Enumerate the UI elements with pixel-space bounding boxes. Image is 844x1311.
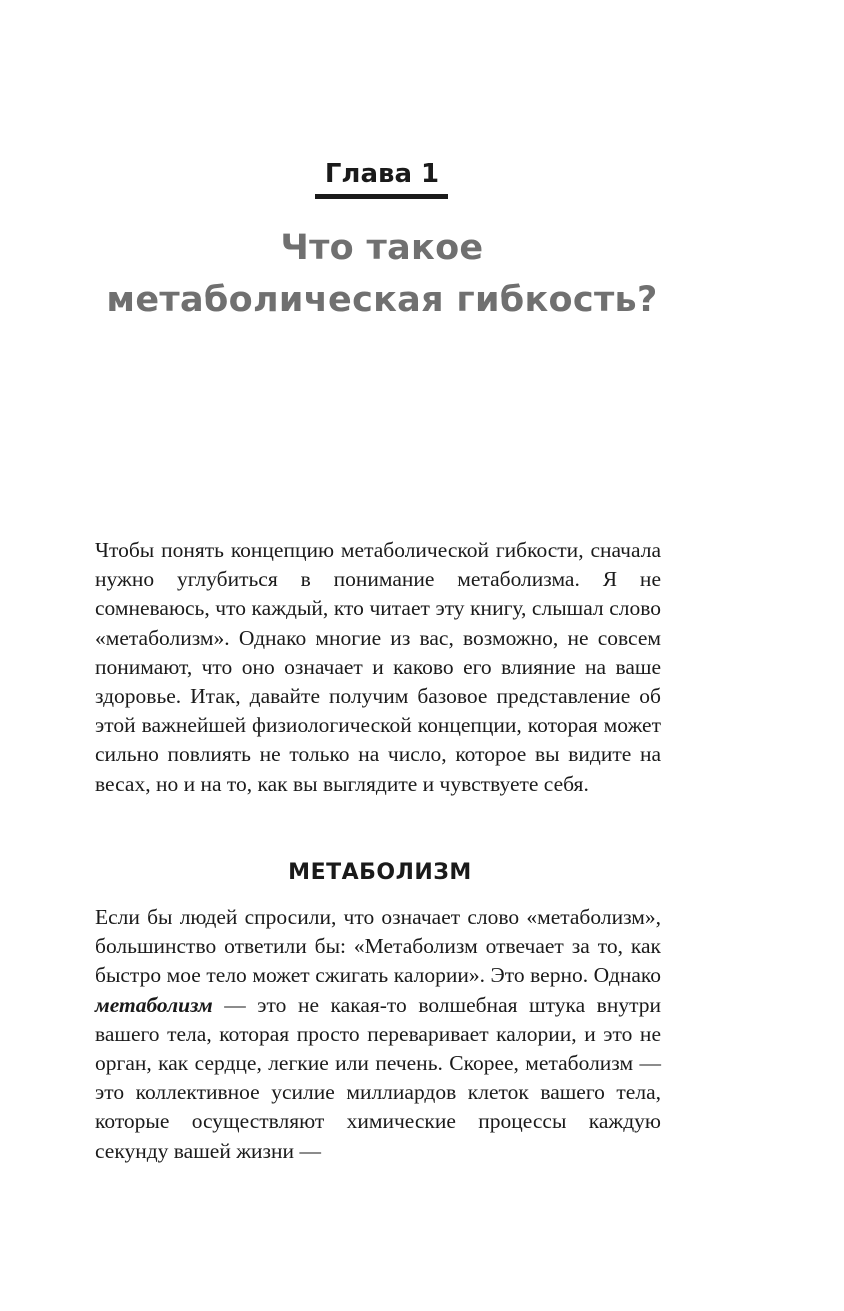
chapter-title <box>0 222 764 326</box>
paragraph-text-after-term: — это не какая-то волшебная штука внутри вашего тела, которая просто переваривает калории, и это не орган, как сердце, легкие или печень. Скорее, метаболизм — это коллективное усилие миллиардов клеток вашего тела, которые осуществляют химические процессы каждую секунду вашей жизни — <box>95 992 661 1163</box>
intro-paragraph: Чтобы понять концепцию метаболической гибкости, сначала нужно углубиться в понимание метаболизма. Я не сомневаюсь, что каждый, кто читает эту книгу, слышал слово «метаболизм». Однако многие из вас, возможно, не совсем понимают, что оно означает и каково его влияние на ваше здоровье. Итак, давайте получим базовое представление об этой важнейшей физиологической концепции, которая может сильно повлиять не только на число, которое вы видите на весах, но и на то, как вы выглядите и чувствуете себя. <box>95 538 661 796</box>
section-heading: МЕТАБОЛИЗМ <box>288 860 472 885</box>
chapter-label: Глава 1 <box>324 159 440 189</box>
paragraph-text-before-term: Если бы людей спросили, что означает слово «метаболизм», большинство ответили бы: «Метаболизм отвечает за то, как быстро мое тело может сжигать калории». Это верно. Однако <box>95 905 661 988</box>
chapter-underline <box>315 194 448 199</box>
chapter-title-line-2: метаболическая гибкость? <box>106 280 658 320</box>
chapter-title-line-1: Что такое <box>280 228 484 268</box>
emphasized-term: метаболизм <box>95 992 213 1017</box>
section-paragraph <box>95 903 661 1166</box>
